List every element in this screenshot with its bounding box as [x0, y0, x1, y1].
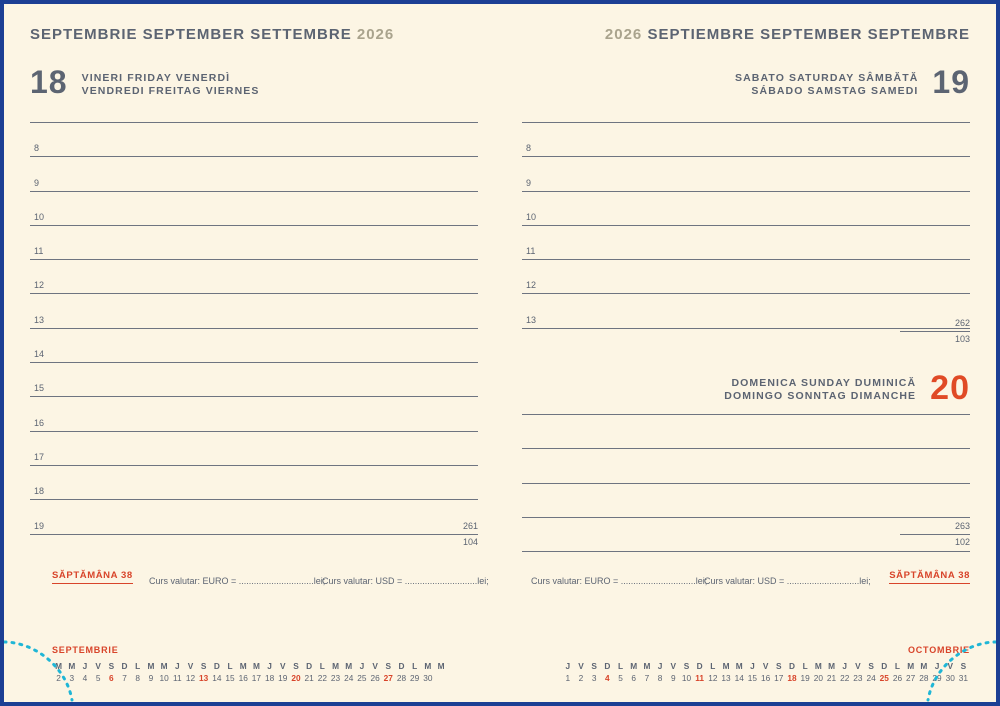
mini-calendar-day[interactable]: 11 [695, 673, 705, 683]
mini-calendar-dow: J [565, 661, 571, 671]
writing-row[interactable] [522, 226, 970, 260]
mini-calendar-day[interactable]: 10 [681, 673, 692, 683]
hour-label: 12 [34, 280, 45, 291]
mini-calendar-day[interactable]: 4 [605, 673, 610, 683]
mini-calendar-dow: M [55, 661, 63, 671]
mini-calendar-day[interactable]: 23 [330, 673, 341, 683]
mini-calendar-dow: S [683, 661, 690, 671]
mini-calendar-day[interactable]: 20 [813, 673, 823, 683]
writing-row[interactable] [30, 363, 478, 397]
mini-calendar-dow: V [187, 661, 194, 671]
mini-calendar-day[interactable]: 19 [800, 673, 810, 683]
mini-calendar-day[interactable]: 28 [396, 673, 407, 683]
mini-calendar-dow: D [604, 661, 611, 671]
mini-calendar-dow: V [762, 661, 769, 671]
mini-calendar-dow: J [82, 661, 88, 671]
mini-calendar-dow: L [710, 661, 716, 671]
mini-calendar-day[interactable]: 13 [721, 673, 731, 683]
writing-row[interactable] [30, 432, 478, 466]
writing-row[interactable] [30, 157, 478, 191]
writing-row[interactable] [522, 415, 970, 449]
mini-calendar-dow: J [750, 661, 755, 671]
mini-calendar-day[interactable]: 14 [212, 673, 222, 683]
writing-row[interactable] [522, 123, 970, 157]
mini-calendar-dow: V [280, 661, 286, 671]
mini-calendar-dow: M [252, 661, 260, 671]
week-label-left: SĂPTĂMÂNA 38 [52, 570, 133, 584]
mini-calendar-day[interactable]: 26 [370, 673, 380, 683]
mini-calendar-october-table [561, 660, 970, 684]
mini-calendar-dow: D [121, 661, 128, 671]
mini-calendar-day[interactable]: 7 [122, 673, 127, 683]
mini-calendar-day[interactable]: 19 [278, 673, 288, 683]
header-left-months: SEPTEMBRIE SEPTEMBER SETTEMBRE [30, 26, 352, 43]
mini-calendar-dow: V [372, 661, 378, 671]
mini-calendar-dow: S [385, 661, 392, 671]
mini-calendar-dow: S [200, 661, 207, 671]
day-of-year-20: 263 [900, 520, 970, 535]
mini-calendar-day[interactable]: 21 [826, 673, 837, 683]
header-right-months: SEPTIEMBRE SEPTEMBER SEPTEMBRE [647, 26, 970, 43]
hour-label: 10 [34, 211, 45, 222]
header-right-year: 2026 [604, 26, 643, 43]
hour-label: 8 [526, 143, 532, 154]
mini-calendar-dow: M [907, 661, 915, 671]
hour-label: 9 [526, 177, 532, 188]
mini-calendar-day[interactable]: 29 [410, 673, 420, 683]
mini-calendar-day[interactable]: 2 [56, 673, 61, 683]
header-right [605, 26, 970, 43]
mini-calendar-september-title: SEPTEMBRIE [52, 645, 119, 655]
mini-calendar-day[interactable]: 12 [708, 673, 718, 683]
mini-calendar-dow: V [578, 661, 584, 671]
mini-calendar-dow: M [147, 661, 155, 671]
hour-label: 18 [34, 486, 45, 497]
mini-calendar-day[interactable]: 15 [225, 673, 235, 683]
header-left [30, 26, 394, 43]
mini-calendar-dow: L [227, 661, 233, 671]
mini-calendar-day[interactable]: 16 [238, 673, 248, 683]
mini-calendar-day[interactable]: 3 [591, 673, 597, 683]
mini-calendar-dow: M [160, 661, 168, 671]
mini-calendar-dow: S [591, 661, 597, 671]
mini-calendar-dow: S [108, 661, 115, 671]
mini-calendar-day[interactable]: 3 [69, 673, 75, 683]
writing-row[interactable] [522, 192, 970, 226]
hour-label: 19 [34, 520, 45, 531]
mini-calendar-dow: L [617, 661, 624, 671]
writing-row[interactable] [30, 123, 478, 157]
writing-row[interactable] [522, 157, 970, 191]
mini-calendar-day[interactable]: 16 [760, 673, 771, 683]
mini-calendar-dow: D [213, 661, 220, 671]
curs-euro-right: Curs valutar: EURO = ..............................lei; [531, 576, 708, 586]
mini-calendar-dow: J [267, 661, 272, 671]
mini-calendar-dow: S [293, 661, 299, 671]
mini-calendar-day[interactable]: 1 [565, 673, 571, 683]
mini-calendar-dow: L [135, 661, 141, 671]
mini-calendar-day[interactable]: 20 [291, 673, 301, 683]
mini-calendar-day[interactable]: 5 [618, 673, 623, 683]
mini-calendar-dow: M [722, 661, 730, 671]
hour-label: 11 [526, 246, 536, 257]
mini-calendar-dow: M [437, 661, 445, 671]
day-names-20-line1: DOMENICA SUNDAY DUMINICĂ [731, 377, 917, 389]
mini-calendar-day[interactable]: 31 [958, 673, 969, 683]
mini-calendar-dow: D [881, 661, 888, 671]
day-names-19-line2: SÁBADO SAMSTAG SAMEDI [751, 85, 919, 97]
mini-calendar-day[interactable]: 7 [644, 673, 650, 683]
mini-calendar-day[interactable]: 18 [264, 673, 275, 683]
mini-calendar-dow: M [332, 661, 339, 671]
writing-row[interactable] [30, 397, 478, 431]
hour-label: 15 [34, 383, 45, 394]
writing-row[interactable] [522, 260, 970, 294]
mini-calendar-dow: J [359, 661, 365, 671]
day-number-20: 20 [930, 369, 970, 407]
mini-calendar-october[interactable] [561, 645, 970, 684]
mini-calendar-day[interactable]: 10 [159, 673, 169, 683]
day-counter-19 [900, 317, 970, 346]
mini-calendar-dow-row [52, 660, 448, 672]
mini-calendar-days-row [561, 672, 970, 684]
hour-label: 10 [526, 211, 537, 222]
decorative-corner-right [926, 640, 996, 702]
mini-calendar-day[interactable]: 29 [932, 673, 942, 683]
mini-calendar-day[interactable]: 22 [840, 673, 850, 683]
mini-calendar-day[interactable]: 18 [787, 673, 797, 683]
mini-calendar-dow: M [345, 661, 353, 671]
mini-calendar-day[interactable]: 27 [383, 673, 393, 683]
mini-calendar-day[interactable]: 21 [304, 673, 314, 683]
day-names-18-line1: VINERI FRIDAY VENERDÌ [81, 72, 231, 84]
mini-calendar-dow: D [696, 661, 703, 671]
day-header-18 [30, 66, 260, 98]
mini-calendar-day[interactable]: 2 [578, 673, 584, 683]
mini-calendar-dow: M [735, 661, 743, 671]
mini-calendar-day[interactable]: 14 [734, 673, 744, 683]
writing-row[interactable] [30, 226, 478, 260]
hour-label: 13 [34, 314, 45, 325]
hour-label: 17 [34, 451, 45, 462]
day-names-20-line2: DOMINGO SONNTAG DIMANCHE [724, 390, 917, 402]
mini-calendar-dow: M [239, 661, 247, 671]
mini-calendar-day[interactable]: 30 [945, 673, 955, 683]
mini-calendar-dow: J [174, 661, 180, 671]
mini-calendar-dow: V [95, 661, 101, 671]
days-left-20: 102 [954, 537, 970, 547]
day-counter-18 [408, 520, 478, 549]
mini-calendar-day[interactable]: 28 [919, 673, 929, 683]
day-names-20 [724, 372, 916, 403]
mini-calendar-day[interactable]: 4 [82, 673, 88, 683]
day-counter-20 [900, 520, 970, 549]
day-header-19 [735, 66, 970, 98]
writing-row[interactable] [30, 329, 478, 363]
days-left-19: 103 [954, 334, 970, 344]
mini-calendar-dow: L [894, 661, 900, 671]
mini-calendar-day[interactable]: 5 [95, 673, 101, 683]
mini-calendar-september-table [52, 660, 448, 684]
mini-calendar-dow: M [828, 661, 835, 671]
mini-calendar-day[interactable]: 27 [906, 673, 916, 683]
day-of-year-18: 261 [408, 520, 478, 535]
curs-usd-right: Curs valutar: USD = .............................lei; [704, 576, 871, 586]
mini-calendar-day[interactable]: 8 [657, 673, 663, 683]
mini-calendar-dow: D [398, 661, 405, 671]
mini-calendar-dow: M [920, 661, 928, 671]
mini-calendar-dow: L [802, 661, 808, 671]
writing-row[interactable] [522, 449, 970, 483]
day-names-18 [82, 66, 260, 98]
writing-row[interactable] [30, 260, 478, 294]
hour-label: 12 [526, 280, 537, 291]
mini-calendar-day[interactable]: 9 [670, 673, 676, 683]
writing-lines-19[interactable] [522, 122, 970, 329]
mini-calendar-day[interactable]: 24 [866, 673, 876, 683]
days-left-18: 104 [462, 537, 478, 547]
day-of-year-19: 262 [900, 317, 970, 332]
mini-calendar-dow: M [643, 661, 651, 671]
mini-calendar-day[interactable]: 17 [251, 673, 262, 683]
writing-row[interactable] [30, 192, 478, 226]
header-left-year: 2026 [356, 26, 395, 43]
mini-calendar-dow: V [855, 661, 861, 671]
hour-label: 16 [34, 417, 45, 428]
mini-calendar-day[interactable]: 17 [774, 673, 784, 683]
day-number-19: 19 [932, 64, 970, 100]
mini-calendar-day[interactable]: 15 [747, 673, 758, 683]
mini-calendar-dow: S [776, 661, 782, 671]
hour-label: 14 [34, 349, 45, 360]
mini-calendar-dow-row [561, 660, 970, 672]
mini-calendar-day[interactable]: 24 [344, 673, 354, 683]
mini-calendar-day[interactable]: 6 [109, 673, 114, 683]
mini-calendar-day[interactable]: 26 [892, 673, 903, 683]
mini-calendar-day[interactable]: 30 [423, 673, 433, 683]
mini-calendar-day[interactable]: 25 [879, 673, 889, 683]
mini-calendar-day[interactable]: 9 [148, 673, 154, 683]
hour-label: 9 [34, 177, 40, 188]
hour-label: 8 [34, 143, 40, 154]
writing-lines-18[interactable] [30, 122, 478, 535]
decorative-corner-left [4, 640, 74, 702]
mini-calendar-dow: J [842, 661, 848, 671]
day-names-19-line1: SABATO SATURDAY SÂMBĂTĂ [735, 72, 919, 84]
mini-calendar-day[interactable]: 11 [172, 673, 182, 683]
day-header-20 [724, 369, 970, 407]
day-number-18: 18 [30, 64, 68, 100]
mini-calendar-day[interactable]: 12 [185, 673, 196, 683]
mini-calendar-dow: S [868, 661, 874, 671]
mini-calendar-dow: M [630, 661, 638, 671]
mini-calendar-dow: D [788, 661, 795, 671]
mini-calendar-dow: J [934, 661, 940, 671]
mini-calendar-day[interactable]: 13 [199, 673, 209, 683]
mini-calendar-dow: D [306, 661, 313, 671]
page-header [4, 26, 996, 48]
writing-row[interactable] [30, 294, 478, 328]
writing-row[interactable] [522, 484, 970, 518]
mini-calendar-dow: L [412, 661, 418, 671]
mini-calendar-day[interactable]: 6 [631, 673, 637, 683]
mini-calendar-dow: J [657, 661, 663, 671]
mini-calendar-days-row [52, 672, 448, 684]
curs-euro-left: Curs valutar: EURO = ..............................lei; [149, 576, 326, 586]
week-label-right: SĂPTĂMÂNA 38 [889, 570, 970, 584]
mini-calendar-dow: M [68, 661, 76, 671]
mini-calendar-dow: M [424, 661, 432, 671]
hour-label: 11 [34, 246, 44, 257]
writing-row[interactable] [30, 466, 478, 500]
curs-usd-left: Curs valutar: USD = .............................lei; [322, 576, 489, 586]
mini-calendar-dow: L [319, 661, 325, 671]
mini-calendar-dow: M [814, 661, 822, 671]
mini-calendar-day[interactable]: 8 [135, 673, 141, 683]
mini-calendar-dow: V [947, 661, 953, 671]
hour-label: 13 [526, 314, 537, 325]
mini-calendar-october-title: OCTOMBRIE [907, 645, 970, 655]
mini-calendar-day[interactable]: 22 [317, 673, 327, 683]
mini-calendar-day[interactable]: 25 [357, 673, 367, 683]
day-names-19 [735, 66, 918, 98]
mini-calendar-dow: V [670, 661, 677, 671]
day-names-18-line2: VENDREDI FREITAG VIERNES [81, 85, 260, 97]
mini-calendar-september[interactable] [52, 645, 448, 684]
mini-calendar-day[interactable]: 23 [853, 673, 863, 683]
mini-calendar-dow: S [960, 661, 967, 671]
